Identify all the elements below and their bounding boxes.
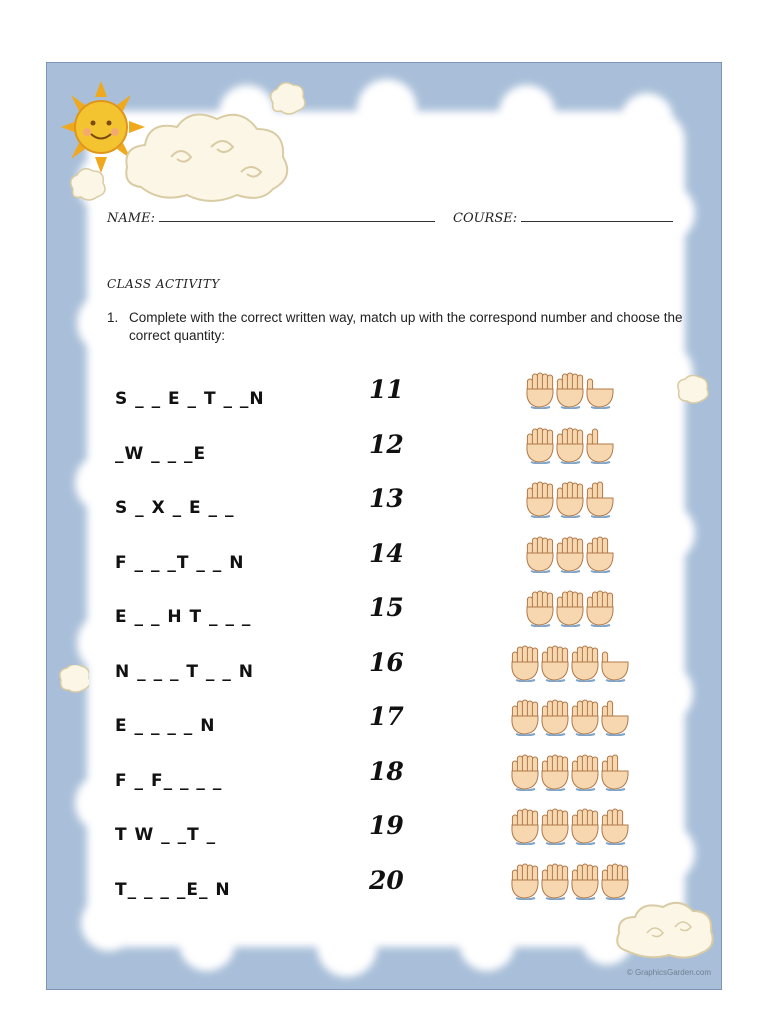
- hand-icon: [522, 533, 556, 573]
- word-puzzle[interactable]: S _ X _ E _ _: [115, 498, 235, 518]
- finger-count-hands[interactable]: [522, 478, 612, 518]
- hand-icon: [552, 533, 586, 573]
- hand-icon: [582, 587, 616, 627]
- hand-icon: [507, 642, 541, 682]
- name-row: [107, 209, 435, 226]
- number-label[interactable]: 18: [369, 756, 404, 786]
- hand-icon: [522, 478, 556, 518]
- word-puzzle[interactable]: F _ F_ _ _ _: [115, 770, 223, 791]
- word-puzzle[interactable]: E _ _ H T _ _ _: [115, 607, 252, 627]
- hand-icon: [597, 751, 631, 791]
- hand-icon: [597, 642, 631, 682]
- number-label[interactable]: 12: [369, 429, 404, 459]
- number-label[interactable]: 19: [369, 811, 404, 840]
- hand-icon: [552, 369, 586, 409]
- hand-icon: [507, 805, 541, 845]
- name-blank[interactable]: [159, 209, 435, 222]
- hand-icon: [537, 860, 571, 900]
- hand-icon: [507, 751, 541, 791]
- finger-count-hands[interactable]: [522, 587, 612, 627]
- hand-icon: [567, 860, 601, 900]
- course-label: COURSE:: [453, 211, 518, 226]
- finger-count-hands[interactable]: [522, 424, 612, 464]
- word-puzzle[interactable]: N _ _ _ T _ _ N: [115, 661, 254, 682]
- activity-title: CLASS ACTIVITY: [107, 277, 220, 291]
- hand-icon: [597, 696, 631, 736]
- hand-icon: [537, 642, 571, 682]
- hand-icon: [507, 860, 541, 900]
- word-puzzle[interactable]: _W _ _ _E: [115, 443, 207, 464]
- hand-icon: [582, 533, 616, 573]
- hand-icon: [522, 587, 556, 627]
- worksheet-content: [47, 63, 722, 990]
- hand-icon: [522, 424, 556, 464]
- finger-count-hands[interactable]: [522, 369, 612, 409]
- number-label[interactable]: 11: [369, 375, 404, 404]
- number-label[interactable]: 17: [369, 702, 404, 731]
- hand-icon: [582, 369, 616, 409]
- hand-icon: [582, 424, 616, 464]
- number-label[interactable]: 15: [369, 593, 404, 622]
- instruction-number: 1.: [107, 310, 119, 325]
- hand-icon: [567, 642, 601, 682]
- word-puzzle[interactable]: F _ _ _T _ _ N: [115, 552, 245, 573]
- word-puzzle[interactable]: E _ _ _ _ N: [115, 716, 216, 736]
- hand-icon: [537, 805, 571, 845]
- hand-icon: [567, 805, 601, 845]
- instruction-text: Complete with the correct written way, match up with the correspond number and choose the correct quantity:: [129, 310, 683, 343]
- finger-count-hands[interactable]: [507, 642, 627, 682]
- instruction: [107, 309, 687, 345]
- hand-icon: [597, 860, 631, 900]
- hand-icon: [537, 696, 571, 736]
- finger-count-hands[interactable]: [507, 696, 627, 736]
- number-label[interactable]: 13: [369, 484, 404, 513]
- word-puzzle[interactable]: T_ _ _ _E_ N: [115, 879, 231, 900]
- finger-count-hands[interactable]: [507, 860, 627, 900]
- hand-icon: [522, 369, 556, 409]
- worksheet-page: [46, 62, 722, 990]
- hand-icon: [597, 805, 631, 845]
- number-label[interactable]: 16: [369, 647, 404, 677]
- finger-count-hands[interactable]: [522, 533, 612, 573]
- course-blank[interactable]: [521, 209, 673, 222]
- finger-count-hands[interactable]: [507, 751, 627, 791]
- name-label: NAME:: [107, 211, 155, 226]
- finger-count-hands[interactable]: [507, 805, 627, 845]
- hand-icon: [552, 587, 586, 627]
- word-puzzle[interactable]: S _ _ E _ T _ _N: [115, 389, 265, 409]
- course-row: [453, 209, 673, 226]
- hand-icon: [552, 478, 586, 518]
- hand-icon: [552, 424, 586, 464]
- word-puzzle[interactable]: T W _ _T _: [115, 825, 217, 845]
- hand-icon: [567, 696, 601, 736]
- number-label[interactable]: 14: [369, 538, 404, 568]
- watermark: © GraphicsGarden.com: [626, 968, 711, 977]
- hand-icon: [537, 751, 571, 791]
- hand-icon: [507, 696, 541, 736]
- number-label[interactable]: 20: [369, 865, 404, 895]
- hand-icon: [567, 751, 601, 791]
- hand-icon: [582, 478, 616, 518]
